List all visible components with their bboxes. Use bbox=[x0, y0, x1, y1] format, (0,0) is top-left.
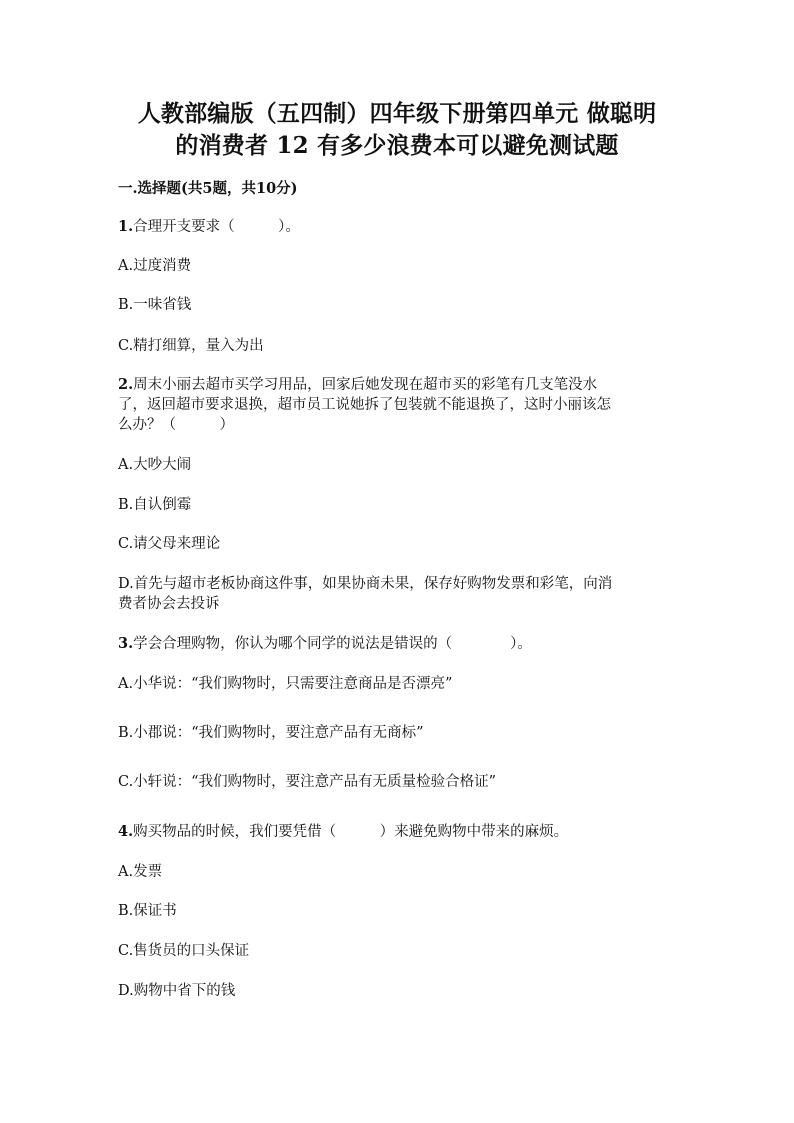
question-number: 3. bbox=[118, 635, 134, 652]
question-stem: 学会合理购物，你认为哪个同学的说法是错误的（ ）。 bbox=[133, 636, 532, 652]
question-2-stem-line-2: 了，返回超市要求退换，超市员工说她拆了包装就不能退换了，这时小丽该怎 bbox=[118, 397, 611, 413]
question-1 bbox=[118, 217, 678, 237]
question-2-option-b: B.自认倒霉 bbox=[118, 497, 192, 513]
question-4-option-d: D.购物中省下的钱 bbox=[118, 983, 236, 999]
question-3-option-b: B.小郡说：“我们购物时，要注意产品有无商标” bbox=[118, 725, 424, 741]
question-4-option-c: C.售货员的口头保证 bbox=[118, 943, 250, 959]
question-1-option-c: C.精打细算，量入为出 bbox=[118, 338, 264, 354]
question-2-option-d-line-1: D.首先与超市老板协商这件事，如果协商未果，保存好购物发票和彩笔，向消 bbox=[118, 576, 613, 592]
question-2-option-d-line-2: 费者协会去投诉 bbox=[118, 596, 220, 612]
question-number: 2. bbox=[118, 376, 134, 393]
question-2-option-a: A.大吵大闹 bbox=[118, 457, 192, 473]
section-header: 一.选择题(共5题，共10分) bbox=[118, 180, 298, 197]
question-3-option-c: C.小轩说：“我们购物时，要注意产品有无质量检验合格证” bbox=[118, 774, 497, 790]
question-3-option-a: A.小华说：“我们购物时，只需要注意商品是否漂亮” bbox=[118, 676, 453, 692]
question-4-option-b: B.保证书 bbox=[118, 903, 177, 919]
document-title-line-2: 的消费者 12 有多少浪费本可以避免测试题 bbox=[175, 132, 619, 159]
question-number: 4. bbox=[118, 823, 134, 840]
question-1-option-b: B.一味省钱 bbox=[118, 297, 192, 313]
question-4-option-a: A.发票 bbox=[118, 864, 163, 880]
question-1-option-a: A.过度消费 bbox=[118, 258, 192, 274]
question-number: 1. bbox=[118, 218, 134, 235]
question-3 bbox=[118, 634, 678, 654]
question-2 bbox=[118, 375, 678, 395]
question-2-stem-line-3: 么办？（ ） bbox=[118, 417, 234, 433]
question-2-option-c: C.请父母来理论 bbox=[118, 536, 221, 552]
question-stem-line-1: 周末小丽去超市买学习用品，回家后她发现在超市买的彩笔有几支笔没水 bbox=[133, 377, 598, 393]
document-title-line-1: 人教部编版（五四制）四年级下册第四单元 做聪明 bbox=[137, 100, 657, 127]
question-stem: 购买物品的时候，我们要凭借（ ）来避免购物中带来的麻烦。 bbox=[133, 824, 569, 840]
question-stem: 合理开支要求（ ）。 bbox=[133, 219, 300, 235]
question-4 bbox=[118, 822, 678, 842]
